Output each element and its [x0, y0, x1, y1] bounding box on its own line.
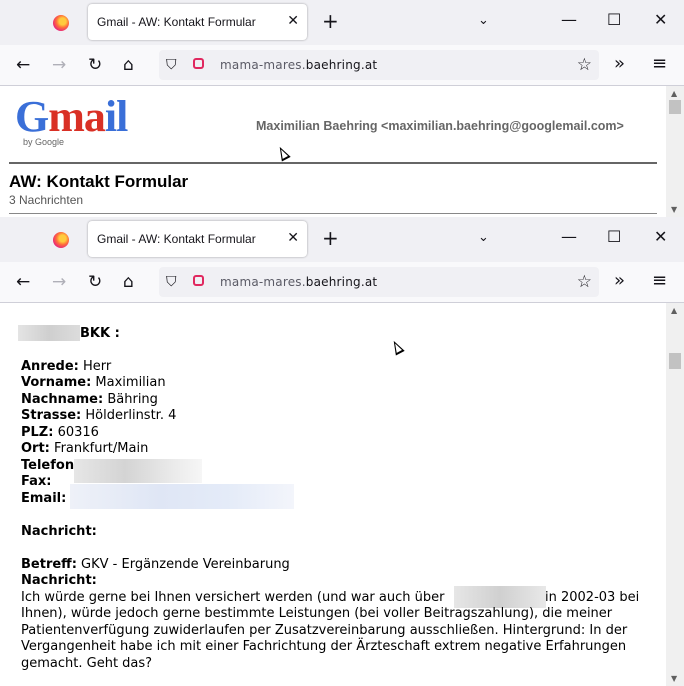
- browser-window-1: [0, 0, 684, 218]
- field-label: PLZ:: [21, 425, 54, 440]
- betreff-line: [21, 557, 290, 573]
- tab-title: Gmail - AW: Kontakt Formular: [97, 15, 256, 29]
- field-telefon: [21, 458, 74, 474]
- bookmark-star-icon[interactable]: ☆: [576, 272, 592, 292]
- redacted-block: [454, 586, 546, 608]
- field-value: Herr: [83, 359, 112, 374]
- overflow-menu-icon[interactable]: »: [614, 53, 626, 74]
- mouse-cursor-icon: [275, 144, 290, 161]
- page-content: [0, 303, 684, 686]
- scroll-up-icon[interactable]: ▲: [671, 89, 678, 98]
- redacted-block: [70, 484, 294, 509]
- divider: [9, 213, 657, 214]
- url-domain: baehring.at: [305, 275, 378, 289]
- field-value: Maximilian: [95, 375, 166, 390]
- betreff-label: Betreff:: [21, 557, 77, 572]
- field-label: Ort:: [21, 441, 50, 456]
- heading-suffix: BKK :: [80, 326, 120, 341]
- tab-active[interactable]: [88, 221, 307, 257]
- body-line: Ihnen), würde jedoch gerne bestimmte Leistungen (bei voller Beitragszahlung), die meiner: [21, 606, 613, 621]
- list-all-tabs-icon[interactable]: ⌄: [478, 230, 489, 245]
- nachricht-label-text: Nachricht:: [21, 524, 97, 539]
- body-line: Vergangenheit habe ich mit einer Fachrichtung der Ärzteschaft extrem negative Erfahrungen: [21, 639, 627, 654]
- sender-header: Maximilian Baehring <maximilian.baehring@googlemail.com>: [256, 119, 624, 133]
- close-window-icon[interactable]: ✕: [654, 10, 668, 29]
- reload-icon[interactable]: ↻: [88, 272, 103, 292]
- url-text[interactable]: [220, 275, 377, 289]
- insecure-lock-icon[interactable]: [193, 275, 204, 286]
- minimize-icon[interactable]: —: [561, 10, 577, 29]
- url-bar[interactable]: [159, 50, 599, 80]
- hamburger-menu-icon[interactable]: ≡: [652, 270, 668, 291]
- firefox-icon[interactable]: [53, 15, 69, 31]
- mouse-cursor-icon: [389, 338, 404, 355]
- body-line: gemacht. Geht das?: [21, 656, 153, 671]
- new-tab-icon[interactable]: +: [322, 9, 339, 33]
- url-prefix: mama-mares.: [220, 58, 306, 72]
- maximize-icon[interactable]: ☐: [607, 10, 622, 29]
- close-tab-icon[interactable]: ✕: [287, 230, 299, 246]
- tab-bar: [0, 0, 684, 45]
- list-all-tabs-icon[interactable]: ⌄: [478, 13, 489, 28]
- new-tab-icon[interactable]: +: [322, 226, 339, 250]
- home-icon[interactable]: ⌂: [123, 272, 134, 292]
- scroll-down-icon[interactable]: ▼: [671, 674, 678, 683]
- maximize-icon[interactable]: ☐: [607, 227, 622, 246]
- nachricht-label-text: Nachricht:: [21, 573, 97, 588]
- redacted-block: [74, 459, 202, 483]
- gmail-logo-text: Gmail: [15, 92, 128, 141]
- insecure-lock-icon[interactable]: [193, 58, 204, 69]
- url-bar[interactable]: [159, 267, 599, 297]
- field-label: Strasse:: [21, 408, 82, 423]
- scroll-down-icon[interactable]: ▼: [671, 205, 678, 214]
- field-plz: [21, 425, 99, 441]
- tracking-protection-icon[interactable]: ⛉: [166, 57, 177, 73]
- reload-icon[interactable]: ↻: [88, 55, 103, 75]
- field-label: Vorname:: [21, 375, 92, 390]
- field-value: 60316: [57, 425, 99, 440]
- field-label: Fax:: [21, 474, 52, 489]
- scrollbar[interactable]: [666, 86, 684, 217]
- hamburger-menu-icon[interactable]: ≡: [652, 53, 668, 74]
- minimize-icon[interactable]: —: [561, 227, 577, 246]
- divider: [9, 162, 657, 164]
- field-label: Anrede:: [21, 359, 79, 374]
- url-domain: baehring.at: [305, 58, 378, 72]
- field-label: Telefon: [21, 458, 75, 473]
- email-subject: AW: Kontakt Formular: [9, 172, 189, 191]
- field-value: Hölderlinstr. 4: [85, 408, 177, 423]
- tab-bar: [0, 217, 684, 262]
- url-prefix: mama-mares.: [220, 275, 306, 289]
- scrollbar-thumb[interactable]: [669, 353, 681, 369]
- by-google-text: by Google: [23, 137, 65, 147]
- back-icon[interactable]: ←: [16, 55, 31, 75]
- bookmark-star-icon[interactable]: ☆: [576, 55, 592, 75]
- field-email: [21, 491, 66, 507]
- field-label: Nachname:: [21, 392, 104, 407]
- home-icon[interactable]: ⌂: [123, 55, 134, 75]
- field-value: Bähring: [107, 392, 158, 407]
- tracking-protection-icon[interactable]: ⛉: [166, 274, 177, 290]
- navigation-toolbar: [0, 262, 684, 303]
- field-value: Frankfurt/Main: [54, 441, 149, 456]
- body-line: Ich würde gerne bei Ihnen versichert werden (und war auch über: [21, 590, 445, 605]
- scrollbar-thumb[interactable]: [669, 100, 681, 114]
- scrollbar[interactable]: [666, 303, 684, 686]
- field-anrede: [21, 359, 111, 375]
- message-heading: [80, 326, 120, 342]
- gmail-logo: [15, 92, 128, 147]
- nachricht-label: [21, 524, 97, 540]
- close-tab-icon[interactable]: ✕: [287, 13, 299, 29]
- field-fax: [21, 474, 51, 490]
- back-icon[interactable]: ←: [16, 272, 31, 292]
- firefox-icon[interactable]: [53, 232, 69, 248]
- page-content: [0, 86, 684, 217]
- tab-active[interactable]: [88, 4, 307, 40]
- forward-icon[interactable]: →: [52, 55, 67, 75]
- forward-icon[interactable]: →: [52, 272, 67, 292]
- field-strasse: [21, 408, 176, 424]
- field-label: Email:: [21, 491, 67, 506]
- body-line: in 2002-03 bei: [545, 590, 640, 605]
- field-nachname: [21, 392, 158, 408]
- message-count: 3 Nachrichten: [9, 193, 84, 207]
- browser-window-2: [0, 217, 684, 686]
- nachricht-label-2: [21, 573, 97, 589]
- redacted-block: [18, 325, 80, 341]
- url-text[interactable]: [220, 58, 377, 72]
- field-vorname: [21, 375, 166, 391]
- overflow-menu-icon[interactable]: »: [614, 270, 626, 291]
- scroll-up-icon[interactable]: ▲: [671, 306, 678, 315]
- field-ort: [21, 441, 148, 457]
- betreff-value: GKV - Ergänzende Vereinbarung: [81, 557, 290, 572]
- tab-title: Gmail - AW: Kontakt Formular: [97, 232, 256, 246]
- navigation-toolbar: [0, 45, 684, 86]
- body-line: Patientenverfügung zuwiderlaufen per Zusatzvereinbarung ausschließen. Hintergrund: In der: [21, 623, 628, 638]
- close-window-icon[interactable]: ✕: [654, 227, 668, 246]
